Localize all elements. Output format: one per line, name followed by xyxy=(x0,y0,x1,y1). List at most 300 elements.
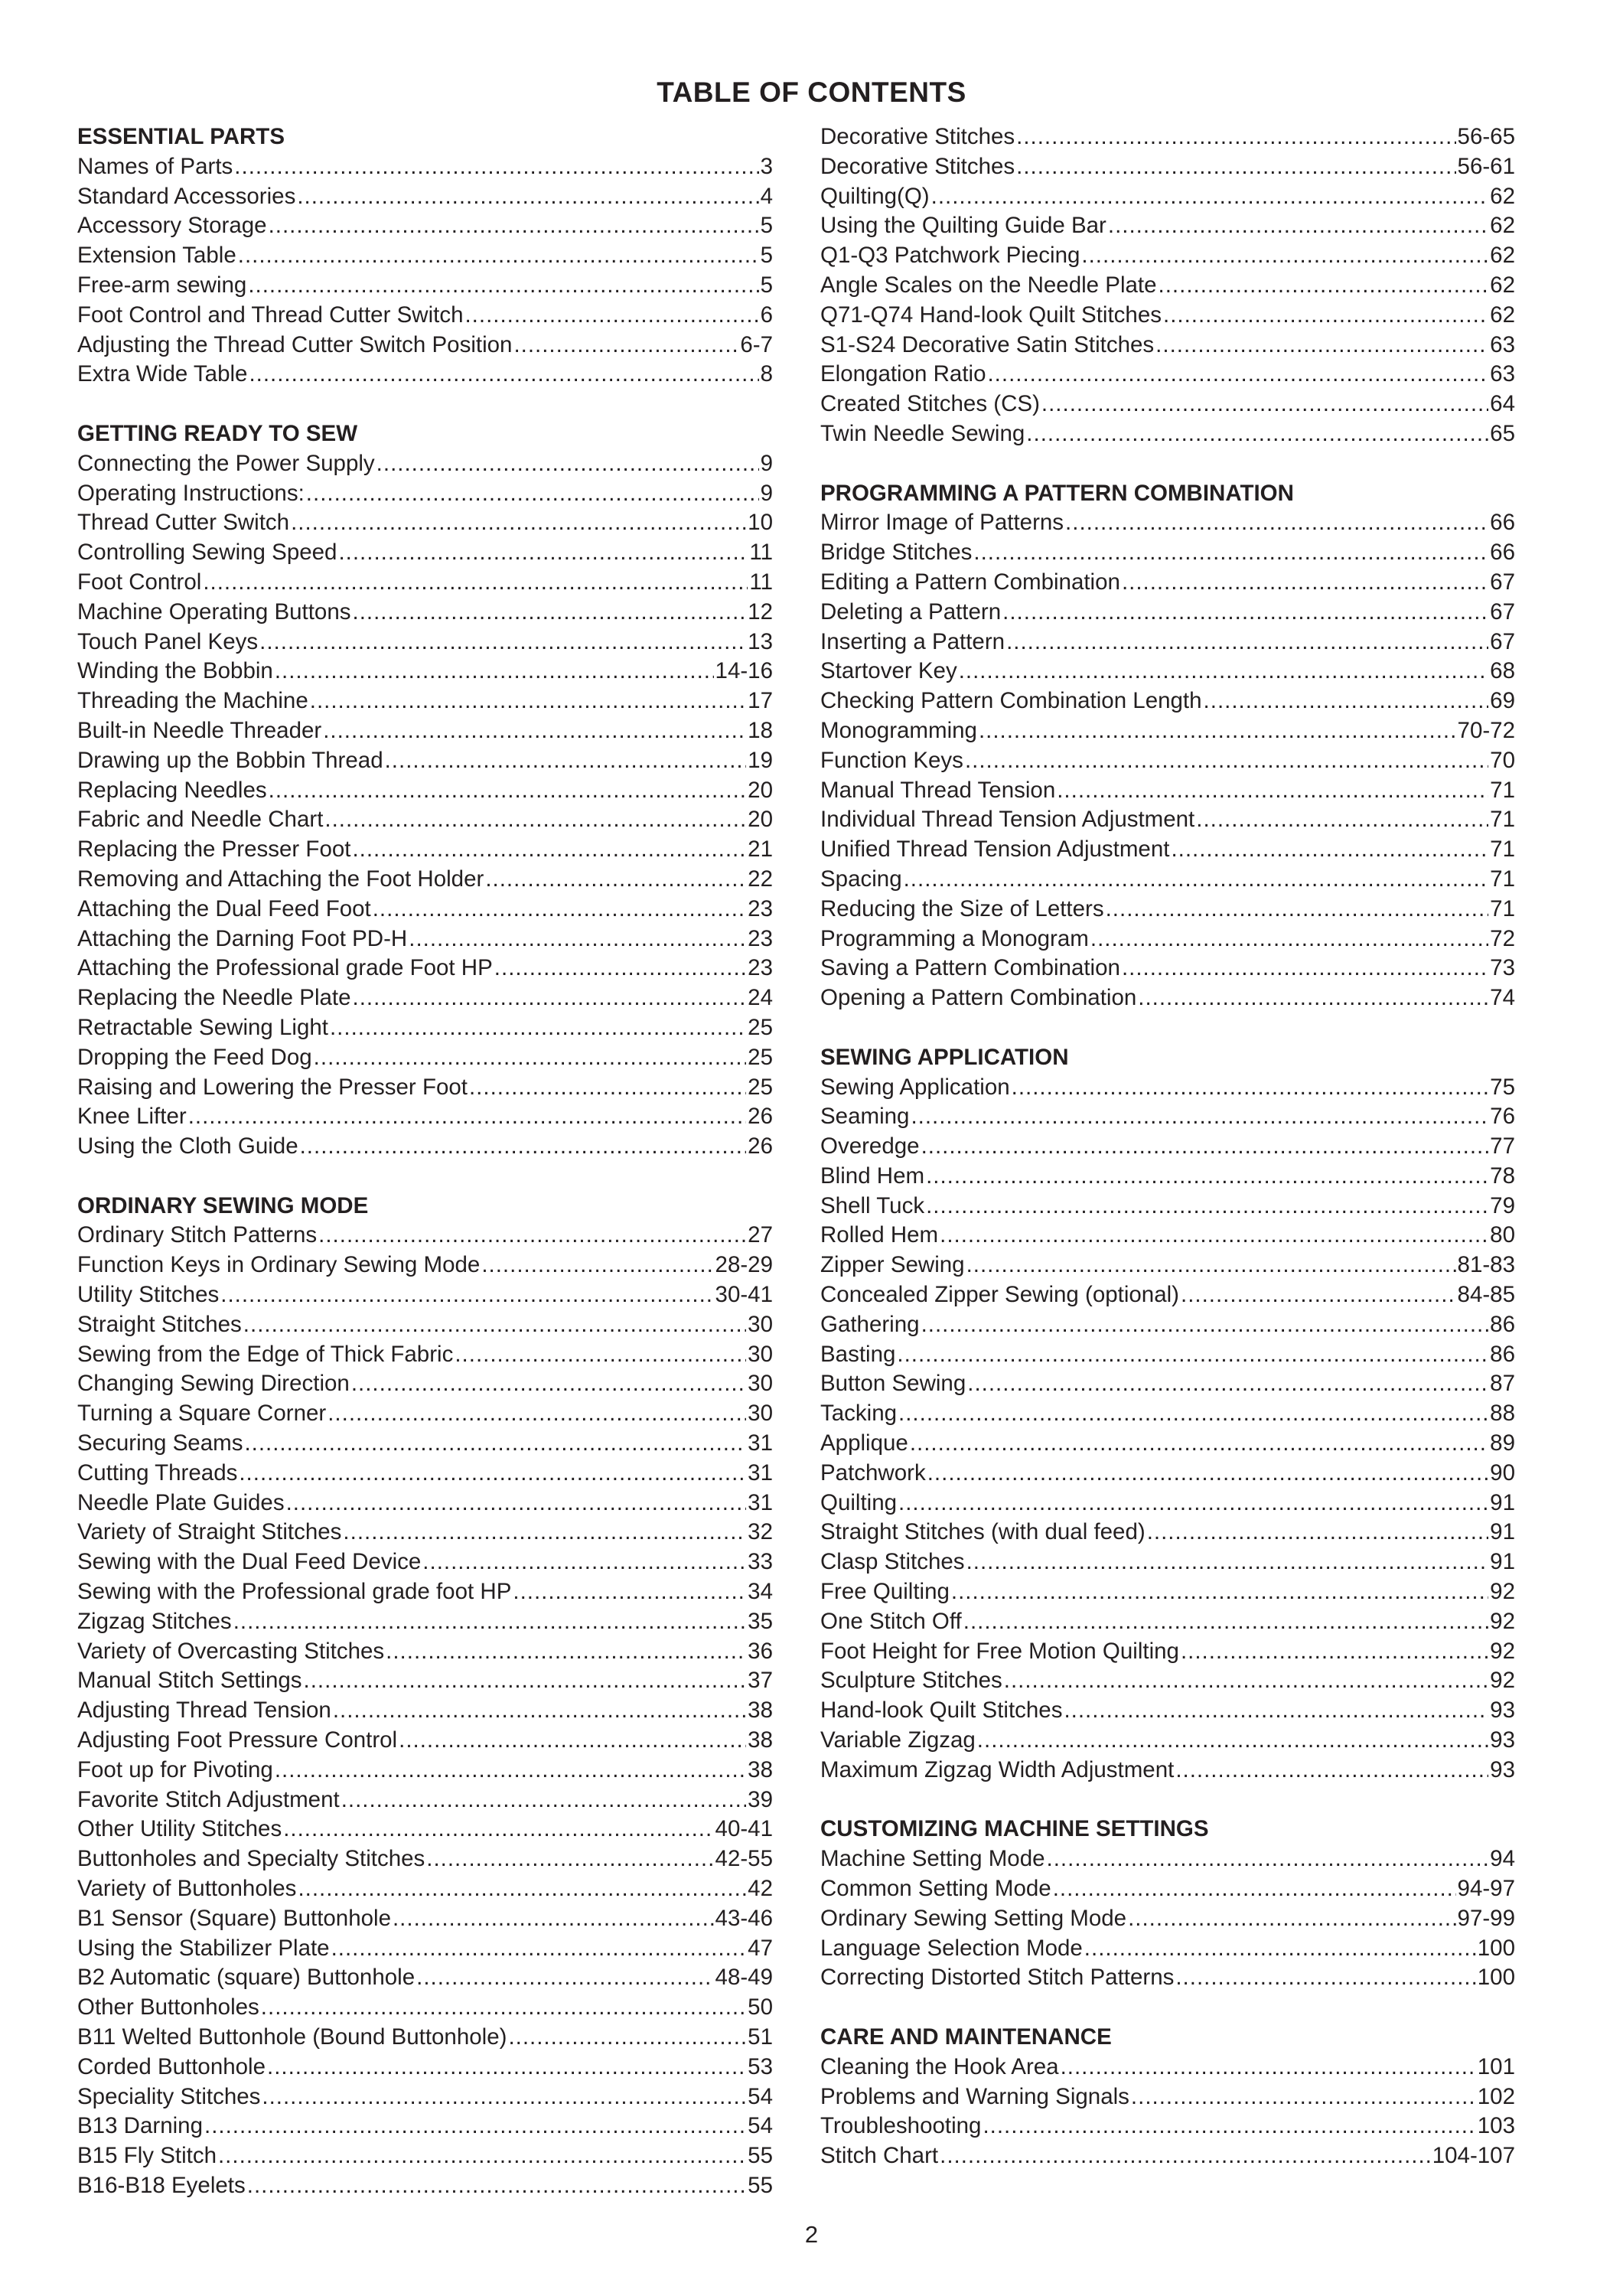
dot-leader xyxy=(269,776,747,806)
toc-entry-page: 48-49 xyxy=(715,1965,773,1991)
toc-entry-label: Hand-look Quilt Stitches xyxy=(820,1698,1063,1724)
toc-entry-label: Foot Height for Free Motion Quilting xyxy=(820,1638,1179,1664)
toc-entry[interactable] xyxy=(820,687,1515,716)
toc-entry[interactable] xyxy=(77,1904,773,1934)
dot-leader xyxy=(239,1459,746,1489)
toc-entry-page: 93 xyxy=(1490,1756,1515,1782)
dot-leader xyxy=(1181,1637,1488,1667)
toc-entry-page: 26 xyxy=(748,1133,773,1159)
toc-entry[interactable] xyxy=(77,687,773,716)
toc-entry[interactable] xyxy=(820,776,1515,806)
toc-entry-page: 38 xyxy=(748,1698,773,1724)
toc-entry-page: 75 xyxy=(1490,1074,1515,1100)
toc-entry-label: Maximum Zigzag Width Adjustment xyxy=(820,1756,1175,1782)
toc-entry[interactable] xyxy=(77,835,773,865)
page-number: 2 xyxy=(804,2221,819,2248)
dot-leader xyxy=(959,657,1488,687)
toc-entry[interactable] xyxy=(820,508,1515,538)
dot-leader xyxy=(904,865,1489,895)
dot-leader xyxy=(238,241,759,271)
toc-entry-page: 10 xyxy=(748,510,773,536)
toc-entry-page: 50 xyxy=(748,1994,773,2020)
toc-entry-page: 76 xyxy=(1490,1104,1515,1130)
dot-leader xyxy=(243,1310,746,1340)
dot-leader xyxy=(353,983,747,1013)
toc-entry-page: 84-85 xyxy=(1457,1282,1515,1308)
toc-entry-label: Programming a Monogram xyxy=(820,925,1089,951)
toc-entry-page: 31 xyxy=(748,1459,773,1486)
toc-entry-label: Free Quilting xyxy=(820,1579,950,1605)
dot-leader xyxy=(1175,1756,1488,1786)
dot-leader xyxy=(965,746,1488,776)
toc-entry[interactable] xyxy=(820,1102,1515,1132)
toc-entry-page: 92 xyxy=(1490,1608,1515,1634)
toc-entry[interactable] xyxy=(820,1666,1515,1696)
toc-entry-page: 28-29 xyxy=(715,1252,773,1278)
toc-entry-page: 36 xyxy=(748,1638,773,1664)
toc-entry-label: Variety of Buttonholes xyxy=(77,1876,297,1902)
toc-entry-page: 71 xyxy=(1490,777,1515,803)
toc-entry[interactable] xyxy=(77,271,773,301)
toc-entry[interactable] xyxy=(820,1399,1515,1429)
dot-leader xyxy=(351,1369,746,1399)
toc-entry[interactable] xyxy=(820,895,1515,925)
toc-entry[interactable] xyxy=(77,598,773,628)
toc-entry[interactable] xyxy=(77,1221,773,1251)
dot-leader xyxy=(911,1102,1488,1132)
toc-entry[interactable] xyxy=(77,1280,773,1310)
toc-entry-page: 39 xyxy=(748,1786,773,1812)
toc-entry[interactable] xyxy=(820,2141,1515,2171)
toc-entry[interactable] xyxy=(820,1280,1515,1310)
toc-entry[interactable] xyxy=(820,1963,1515,1993)
toc-entry[interactable] xyxy=(77,1369,773,1399)
dot-leader xyxy=(508,2023,746,2053)
toc-entry-page: 71 xyxy=(1490,837,1515,863)
toc-entry-page: 86 xyxy=(1490,1341,1515,1367)
toc-entry-page: 92 xyxy=(1490,1579,1515,1605)
dot-leader xyxy=(1122,954,1488,983)
toc-entry[interactable] xyxy=(77,449,773,479)
toc-entry-page: 6-7 xyxy=(740,331,773,357)
toc-entry-label: Knee Lifter xyxy=(77,1104,187,1130)
toc-entry[interactable] xyxy=(820,1429,1515,1459)
toc-entry[interactable] xyxy=(77,1399,773,1429)
toc-entry[interactable] xyxy=(820,182,1515,212)
toc-entry[interactable] xyxy=(820,1192,1515,1221)
toc-entry-label: Cleaning the Hook Area xyxy=(820,2053,1059,2079)
dot-leader xyxy=(1181,1280,1456,1310)
toc-entry[interactable] xyxy=(77,1251,773,1280)
dot-leader xyxy=(275,657,714,687)
dot-leader xyxy=(1002,598,1488,628)
toc-entry-page: 32 xyxy=(748,1519,773,1545)
toc-entry-label: Securing Seams xyxy=(77,1430,243,1456)
toc-entry[interactable] xyxy=(820,538,1515,568)
dot-leader xyxy=(987,360,1488,390)
toc-entry-label: One Stitch Off xyxy=(820,1608,962,1634)
toc-entry[interactable] xyxy=(820,1459,1515,1489)
toc-entry[interactable] xyxy=(77,479,773,509)
toc-entry[interactable] xyxy=(820,1637,1515,1667)
toc-entry[interactable] xyxy=(820,925,1515,954)
toc-entry-label: Dropping the Feed Dog xyxy=(77,1044,312,1070)
toc-entry-page: 20 xyxy=(748,807,773,833)
toc-entry-page: 100 xyxy=(1477,1935,1515,1961)
toc-entry[interactable] xyxy=(77,2082,773,2112)
toc-entry-page: 91 xyxy=(1490,1489,1515,1515)
toc-entry[interactable] xyxy=(820,628,1515,657)
toc-entry[interactable] xyxy=(820,241,1515,271)
toc-entry[interactable] xyxy=(820,716,1515,746)
dot-leader xyxy=(979,716,1456,746)
toc-entry-label: Variable Zigzag xyxy=(820,1727,976,1753)
toc-entry-label: Foot up for Pivoting xyxy=(77,1756,273,1782)
toc-section xyxy=(820,1043,1515,1786)
toc-entry[interactable] xyxy=(820,865,1515,895)
toc-entry[interactable] xyxy=(77,1043,773,1073)
toc-entry[interactable] xyxy=(77,628,773,657)
toc-entry[interactable] xyxy=(77,1963,773,1993)
toc-entry-page: 21 xyxy=(748,837,773,863)
toc-entry[interactable] xyxy=(77,2141,773,2171)
toc-entry[interactable] xyxy=(77,1874,773,1904)
dot-leader xyxy=(297,182,758,212)
toc-entry[interactable] xyxy=(77,1073,773,1103)
toc-entry-label: Q71-Q74 Hand-look Quilt Stitches xyxy=(820,302,1162,328)
dot-leader xyxy=(286,1489,747,1518)
toc-entry[interactable] xyxy=(77,746,773,776)
toc-entry[interactable] xyxy=(820,1073,1515,1103)
dot-leader xyxy=(940,1221,1488,1251)
toc-entry[interactable] xyxy=(77,1102,773,1132)
toc-entry[interactable] xyxy=(820,1251,1515,1280)
dot-leader xyxy=(464,301,758,331)
toc-entry-page: 68 xyxy=(1490,658,1515,684)
dot-leader xyxy=(921,1132,1489,1162)
toc-entry-label: Manual Thread Tension xyxy=(820,777,1056,803)
toc-entry[interactable] xyxy=(77,1726,773,1756)
toc-entry[interactable] xyxy=(820,1874,1515,1904)
toc-entry[interactable] xyxy=(77,360,773,390)
dot-leader xyxy=(1147,1518,1488,1548)
toc-entry-page: 87 xyxy=(1490,1371,1515,1397)
dot-leader xyxy=(352,835,746,865)
toc-entry-label: Retractable Sewing Light xyxy=(77,1014,328,1040)
toc-entry[interactable] xyxy=(820,271,1515,301)
toc-entry[interactable] xyxy=(820,1340,1515,1370)
dot-leader xyxy=(1064,1696,1488,1726)
toc-entry[interactable] xyxy=(77,2171,773,2201)
toc-entry-label: Raising and Lowering the Presser Foot xyxy=(77,1074,468,1100)
toc-entry-label: Zipper Sewing xyxy=(820,1252,965,1278)
toc-entry-label: Removing and Attaching the Foot Holder xyxy=(77,866,484,892)
toc-entry[interactable] xyxy=(820,1844,1515,1874)
dot-leader xyxy=(204,2112,746,2141)
toc-entry[interactable] xyxy=(77,776,773,806)
toc-entry[interactable] xyxy=(820,1577,1515,1607)
dot-leader xyxy=(300,1132,747,1162)
toc-entry[interactable] xyxy=(820,2112,1515,2141)
toc-entry[interactable] xyxy=(820,1904,1515,1934)
toc-entry-label: Elongation Ratio xyxy=(820,361,986,387)
toc-entry-page: 93 xyxy=(1490,1698,1515,1724)
toc-entry[interactable] xyxy=(77,805,773,835)
toc-entry[interactable] xyxy=(77,954,773,983)
toc-entry[interactable] xyxy=(820,1756,1515,1786)
toc-entry[interactable] xyxy=(820,568,1515,598)
dot-leader xyxy=(283,1815,713,1844)
toc-section xyxy=(820,1815,1515,1993)
toc-entry-page: 38 xyxy=(748,1727,773,1753)
toc-entry[interactable] xyxy=(77,1340,773,1370)
toc-entry-label: Accessory Storage xyxy=(77,213,267,239)
toc-entry[interactable] xyxy=(820,1310,1515,1340)
toc-entry[interactable] xyxy=(820,598,1515,628)
toc-entry[interactable] xyxy=(820,1548,1515,1577)
toc-entry[interactable] xyxy=(820,1489,1515,1518)
toc-entry-page: 34 xyxy=(748,1579,773,1605)
toc-entry[interactable] xyxy=(77,1637,773,1667)
toc-entry[interactable] xyxy=(77,895,773,925)
toc-entry[interactable] xyxy=(77,568,773,598)
toc-entry-page: 23 xyxy=(748,925,773,951)
section-heading: CARE AND MAINTENANCE xyxy=(820,2024,1112,2050)
dot-leader xyxy=(314,1043,747,1073)
toc-entry[interactable] xyxy=(820,1132,1515,1162)
toc-entry[interactable] xyxy=(77,2112,773,2141)
toc-entry[interactable] xyxy=(77,2053,773,2082)
toc-entry[interactable] xyxy=(820,152,1515,182)
toc-entry[interactable] xyxy=(77,983,773,1013)
dot-leader xyxy=(291,508,746,538)
toc-entry-label: B2 Automatic (square) Buttonhole xyxy=(77,1965,416,1991)
toc-entry-label: Connecting the Power Supply xyxy=(77,450,375,476)
toc-entry-page: 53 xyxy=(748,2053,773,2079)
toc-section xyxy=(820,479,1515,1013)
toc-entry-page: 67 xyxy=(1490,569,1515,595)
dot-leader xyxy=(1053,1874,1456,1904)
toc-entry[interactable] xyxy=(77,331,773,360)
toc-entry-page: 81-83 xyxy=(1457,1252,1515,1278)
toc-entry-label: Clasp Stitches xyxy=(820,1549,965,1575)
toc-entry-page: 62 xyxy=(1490,272,1515,298)
dot-leader xyxy=(1155,331,1488,360)
toc-entry-label: Adjusting Foot Pressure Control xyxy=(77,1727,398,1753)
toc-entry[interactable] xyxy=(820,419,1515,449)
toc-entry-label: Replacing the Presser Foot xyxy=(77,837,351,863)
toc-entry-label: Machine Operating Buttons xyxy=(77,598,351,625)
toc-entry[interactable] xyxy=(77,1518,773,1548)
toc-entry-label: Other Utility Stitches xyxy=(77,1816,282,1842)
dot-leader xyxy=(333,1696,746,1726)
toc-entry-label: Stitch Chart xyxy=(820,2143,939,2169)
toc-entry-page: 51 xyxy=(748,2024,773,2050)
toc-entry-label: Concealed Zipper Sewing (optional) xyxy=(820,1282,1179,1308)
toc-entry-label: Language Selection Mode xyxy=(820,1935,1083,1961)
toc-entry-page: 80 xyxy=(1490,1222,1515,1248)
toc-entry[interactable] xyxy=(77,2023,773,2053)
dot-leader xyxy=(306,479,759,509)
toc-entry[interactable] xyxy=(77,1459,773,1489)
toc-entry-page: 71 xyxy=(1490,895,1515,921)
toc-entry-page: 67 xyxy=(1490,628,1515,654)
toc-entry[interactable] xyxy=(820,122,1515,152)
toc-entry[interactable] xyxy=(77,1815,773,1844)
toc-entry[interactable] xyxy=(820,983,1515,1013)
toc-entry-page: 93 xyxy=(1490,1727,1515,1753)
toc-entry[interactable] xyxy=(77,1429,773,1459)
section-heading: GETTING READY TO SEW xyxy=(77,420,358,446)
toc-entry[interactable] xyxy=(77,1548,773,1577)
toc-entry[interactable] xyxy=(820,657,1515,687)
toc-entry[interactable] xyxy=(77,1696,773,1726)
toc-entry[interactable] xyxy=(820,746,1515,776)
toc-entry-label: Patchwork xyxy=(820,1459,926,1486)
toc-entry[interactable] xyxy=(820,1518,1515,1548)
dot-leader xyxy=(330,1013,746,1043)
dot-leader xyxy=(1090,925,1488,954)
toc-entry-page: 63 xyxy=(1490,361,1515,387)
toc-entry[interactable] xyxy=(77,1489,773,1518)
toc-entry-page: 66 xyxy=(1490,540,1515,566)
toc-entry[interactable] xyxy=(820,1221,1515,1251)
dot-leader xyxy=(1171,835,1488,865)
dot-leader xyxy=(926,1192,1488,1221)
toc-entry[interactable] xyxy=(820,1369,1515,1399)
toc-entry[interactable] xyxy=(77,241,773,271)
dot-leader xyxy=(485,865,746,895)
toc-entry-page: 5 xyxy=(760,213,773,239)
section-heading: PROGRAMMING A PATTERN COMBINATION xyxy=(820,480,1294,506)
toc-entry[interactable] xyxy=(77,716,773,746)
toc-entry-label: Problems and Warning Signals xyxy=(820,2083,1129,2109)
toc-entry-page: 72 xyxy=(1490,925,1515,951)
toc-entry[interactable] xyxy=(820,301,1515,331)
toc-entry[interactable] xyxy=(77,538,773,568)
toc-entry-page: 54 xyxy=(748,2083,773,2109)
toc-entry-label: Basting xyxy=(820,1341,896,1367)
dot-leader xyxy=(1108,211,1488,241)
toc-entry-page: 89 xyxy=(1490,1430,1515,1456)
dot-leader xyxy=(203,568,748,598)
dot-leader xyxy=(455,1340,746,1370)
toc-entry[interactable] xyxy=(77,1756,773,1786)
toc-entry-page: 92 xyxy=(1490,1638,1515,1664)
toc-entry[interactable] xyxy=(77,211,773,241)
toc-entry-label: Function Keys xyxy=(820,747,963,773)
toc-entry-label: Editing a Pattern Combination xyxy=(820,569,1120,595)
toc-entry-page: 30 xyxy=(748,1341,773,1367)
dot-leader xyxy=(1026,419,1488,449)
dot-leader xyxy=(324,805,746,835)
toc-entry-page: 27 xyxy=(748,1222,773,1248)
toc-entry[interactable] xyxy=(77,1577,773,1607)
toc-entry[interactable] xyxy=(820,331,1515,360)
toc-section xyxy=(77,122,773,390)
toc-entry-label: Deleting a Pattern xyxy=(820,598,1002,625)
dot-leader xyxy=(298,1874,746,1904)
toc-entry[interactable] xyxy=(820,954,1515,983)
toc-entry[interactable] xyxy=(77,508,773,538)
toc-entry-page: 94-97 xyxy=(1457,1876,1515,1902)
dot-leader xyxy=(248,271,758,301)
toc-entry[interactable] xyxy=(77,152,773,182)
dot-leader xyxy=(513,1577,746,1607)
toc-entry[interactable] xyxy=(77,1844,773,1874)
toc-entry-label: Variety of Overcasting Stitches xyxy=(77,1638,385,1664)
dot-leader xyxy=(966,1548,1489,1577)
toc-entry[interactable] xyxy=(77,657,773,687)
toc-entry-page: 13 xyxy=(748,628,773,654)
toc-entry-page: 47 xyxy=(748,1935,773,1961)
dot-leader xyxy=(218,2141,746,2171)
toc-entry-page: 19 xyxy=(748,747,773,773)
toc-entry-page: 101 xyxy=(1477,2053,1515,2079)
toc-entry[interactable] xyxy=(820,360,1515,390)
toc-entry[interactable] xyxy=(820,835,1515,865)
toc-entry[interactable] xyxy=(820,1934,1515,1964)
toc-entry-page: 17 xyxy=(748,688,773,714)
dot-leader xyxy=(262,2082,746,2112)
toc-entry-label: Rolled Hem xyxy=(820,1222,939,1248)
toc-entry[interactable] xyxy=(77,1132,773,1162)
toc-entry[interactable] xyxy=(820,211,1515,241)
toc-entry-label: Quilting(Q) xyxy=(820,183,930,209)
dot-leader xyxy=(399,1726,746,1756)
section-heading: SEWING APPLICATION xyxy=(820,1044,1069,1070)
dot-leader xyxy=(343,1518,746,1548)
toc-entry[interactable] xyxy=(77,865,773,895)
toc-left-column xyxy=(77,122,773,2231)
toc-entry-label: Using the Stabilizer Plate xyxy=(77,1935,330,1961)
toc-entry[interactable] xyxy=(820,2082,1515,2112)
toc-entry[interactable] xyxy=(77,1607,773,1637)
toc-entry[interactable] xyxy=(77,1786,773,1815)
toc-entry-label: Quilting xyxy=(820,1489,898,1515)
toc-entry[interactable] xyxy=(77,301,773,331)
toc-entry-page: 30 xyxy=(748,1401,773,1427)
toc-entry[interactable] xyxy=(77,1013,773,1043)
toc-entry[interactable] xyxy=(77,1934,773,1964)
toc-entry-label: Sewing with the Dual Feed Device xyxy=(77,1549,422,1575)
toc-entry[interactable] xyxy=(820,1162,1515,1192)
dot-leader xyxy=(267,2053,746,2082)
toc-entry[interactable] xyxy=(820,1607,1515,1637)
toc-entry-label: Sculpture Stitches xyxy=(820,1668,1002,1694)
toc-entry-label: Adjusting Thread Tension xyxy=(77,1698,331,1724)
dot-leader xyxy=(1012,1073,1489,1103)
toc-entry[interactable] xyxy=(77,182,773,212)
toc-entry[interactable] xyxy=(820,2053,1515,2082)
toc-entry[interactable] xyxy=(77,925,773,954)
toc-entry-label: Corded Buttonhole xyxy=(77,2053,266,2079)
toc-entry-page: 25 xyxy=(748,1044,773,1070)
toc-entry-page: 62 xyxy=(1490,302,1515,328)
toc-entry[interactable] xyxy=(820,1696,1515,1726)
toc-entry[interactable] xyxy=(77,1310,773,1340)
toc-entry[interactable] xyxy=(77,1993,773,2023)
toc-entry[interactable] xyxy=(77,1666,773,1696)
toc-entry-label: Speciality Stitches xyxy=(77,2083,261,2109)
dot-leader xyxy=(1106,895,1489,925)
toc-entry[interactable] xyxy=(820,805,1515,835)
toc-entry-label: B15 Fly Stitch xyxy=(77,2143,217,2169)
toc-entry[interactable] xyxy=(820,1726,1515,1756)
toc-entry[interactable] xyxy=(820,390,1515,419)
toc-entry-label: B1 Sensor (Square) Buttonhole xyxy=(77,1905,391,1931)
toc-entry-label: Foot Control xyxy=(77,569,202,595)
